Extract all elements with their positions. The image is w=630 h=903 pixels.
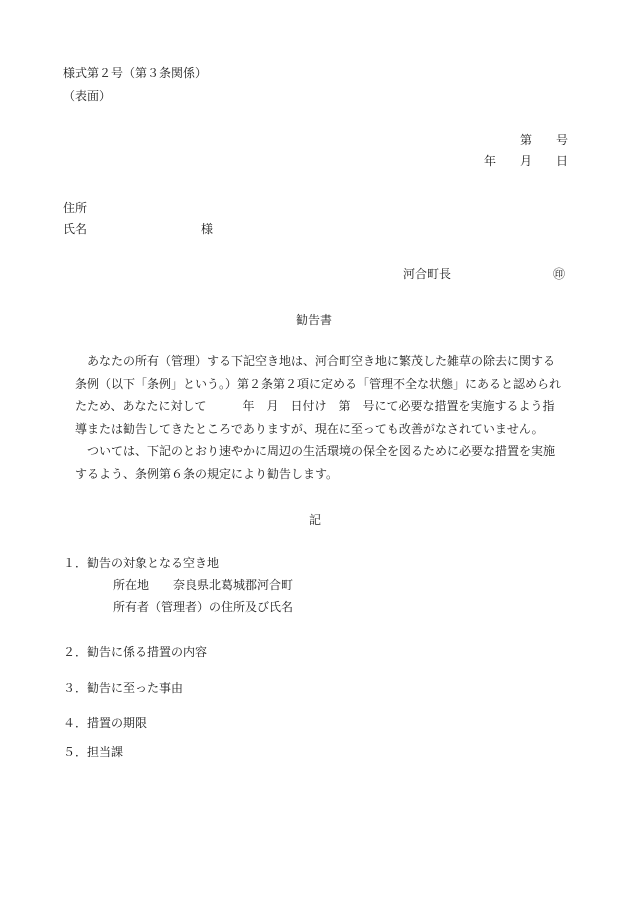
body-line: 導または勧告してきたところでありますが、現在に至っても改善がなされていません。 xyxy=(75,421,544,436)
name-label: 氏名 xyxy=(63,222,88,236)
body-paragraph-2 xyxy=(63,440,568,485)
item-1-owner: 所有者（管理者）の住所及び氏名 xyxy=(113,600,294,614)
item-3-title: ３．勧告に至った事由 xyxy=(63,681,184,695)
form-side-label: （表面） xyxy=(63,89,112,103)
document-number: 第 号 xyxy=(519,133,568,147)
document-date: 年 月 日 xyxy=(483,154,568,168)
sender-title: 河合町長 xyxy=(403,267,452,281)
form-number-label: 様式第２号（第３条関係） xyxy=(63,66,208,80)
honorific-sama: 様 xyxy=(201,222,214,236)
item-5-title: ５．担当課 xyxy=(63,745,124,759)
item-1-location: 所在地 奈良県北葛城郡河合町 xyxy=(113,578,294,592)
address-label: 住所 xyxy=(63,201,88,215)
body-line: 条例（以下「条例」という。）第２条第２項に定める「管理不全な状態」にあると認められ xyxy=(75,376,562,391)
item-2-title: ２．勧告に係る措置の内容 xyxy=(63,645,208,659)
body-line: たため、あなたに対して 年 月 日付け 第 号にて必要な措置を実施するよう指 xyxy=(75,399,555,413)
ki-label: 記 xyxy=(309,513,322,527)
body-line: あなたの所有（管理）する下記空き地は、河合町空き地に繁茂した雑草の除去に関する xyxy=(87,354,556,368)
body-line: するよう、条例第６条の規定により勧告します。 xyxy=(75,466,339,481)
body-paragraph-1 xyxy=(63,350,568,440)
seal-mark: ㊞ xyxy=(553,267,566,281)
body-line: ついては、下記のとおり速やかに周辺の生活環境の保全を図るために必要な措置を実施 xyxy=(87,444,556,458)
item-1-title: １．勧告の対象となる空き地 xyxy=(63,556,220,570)
item-4-title: ４．措置の期限 xyxy=(63,716,148,730)
document-title: 勧告書 xyxy=(296,313,333,327)
